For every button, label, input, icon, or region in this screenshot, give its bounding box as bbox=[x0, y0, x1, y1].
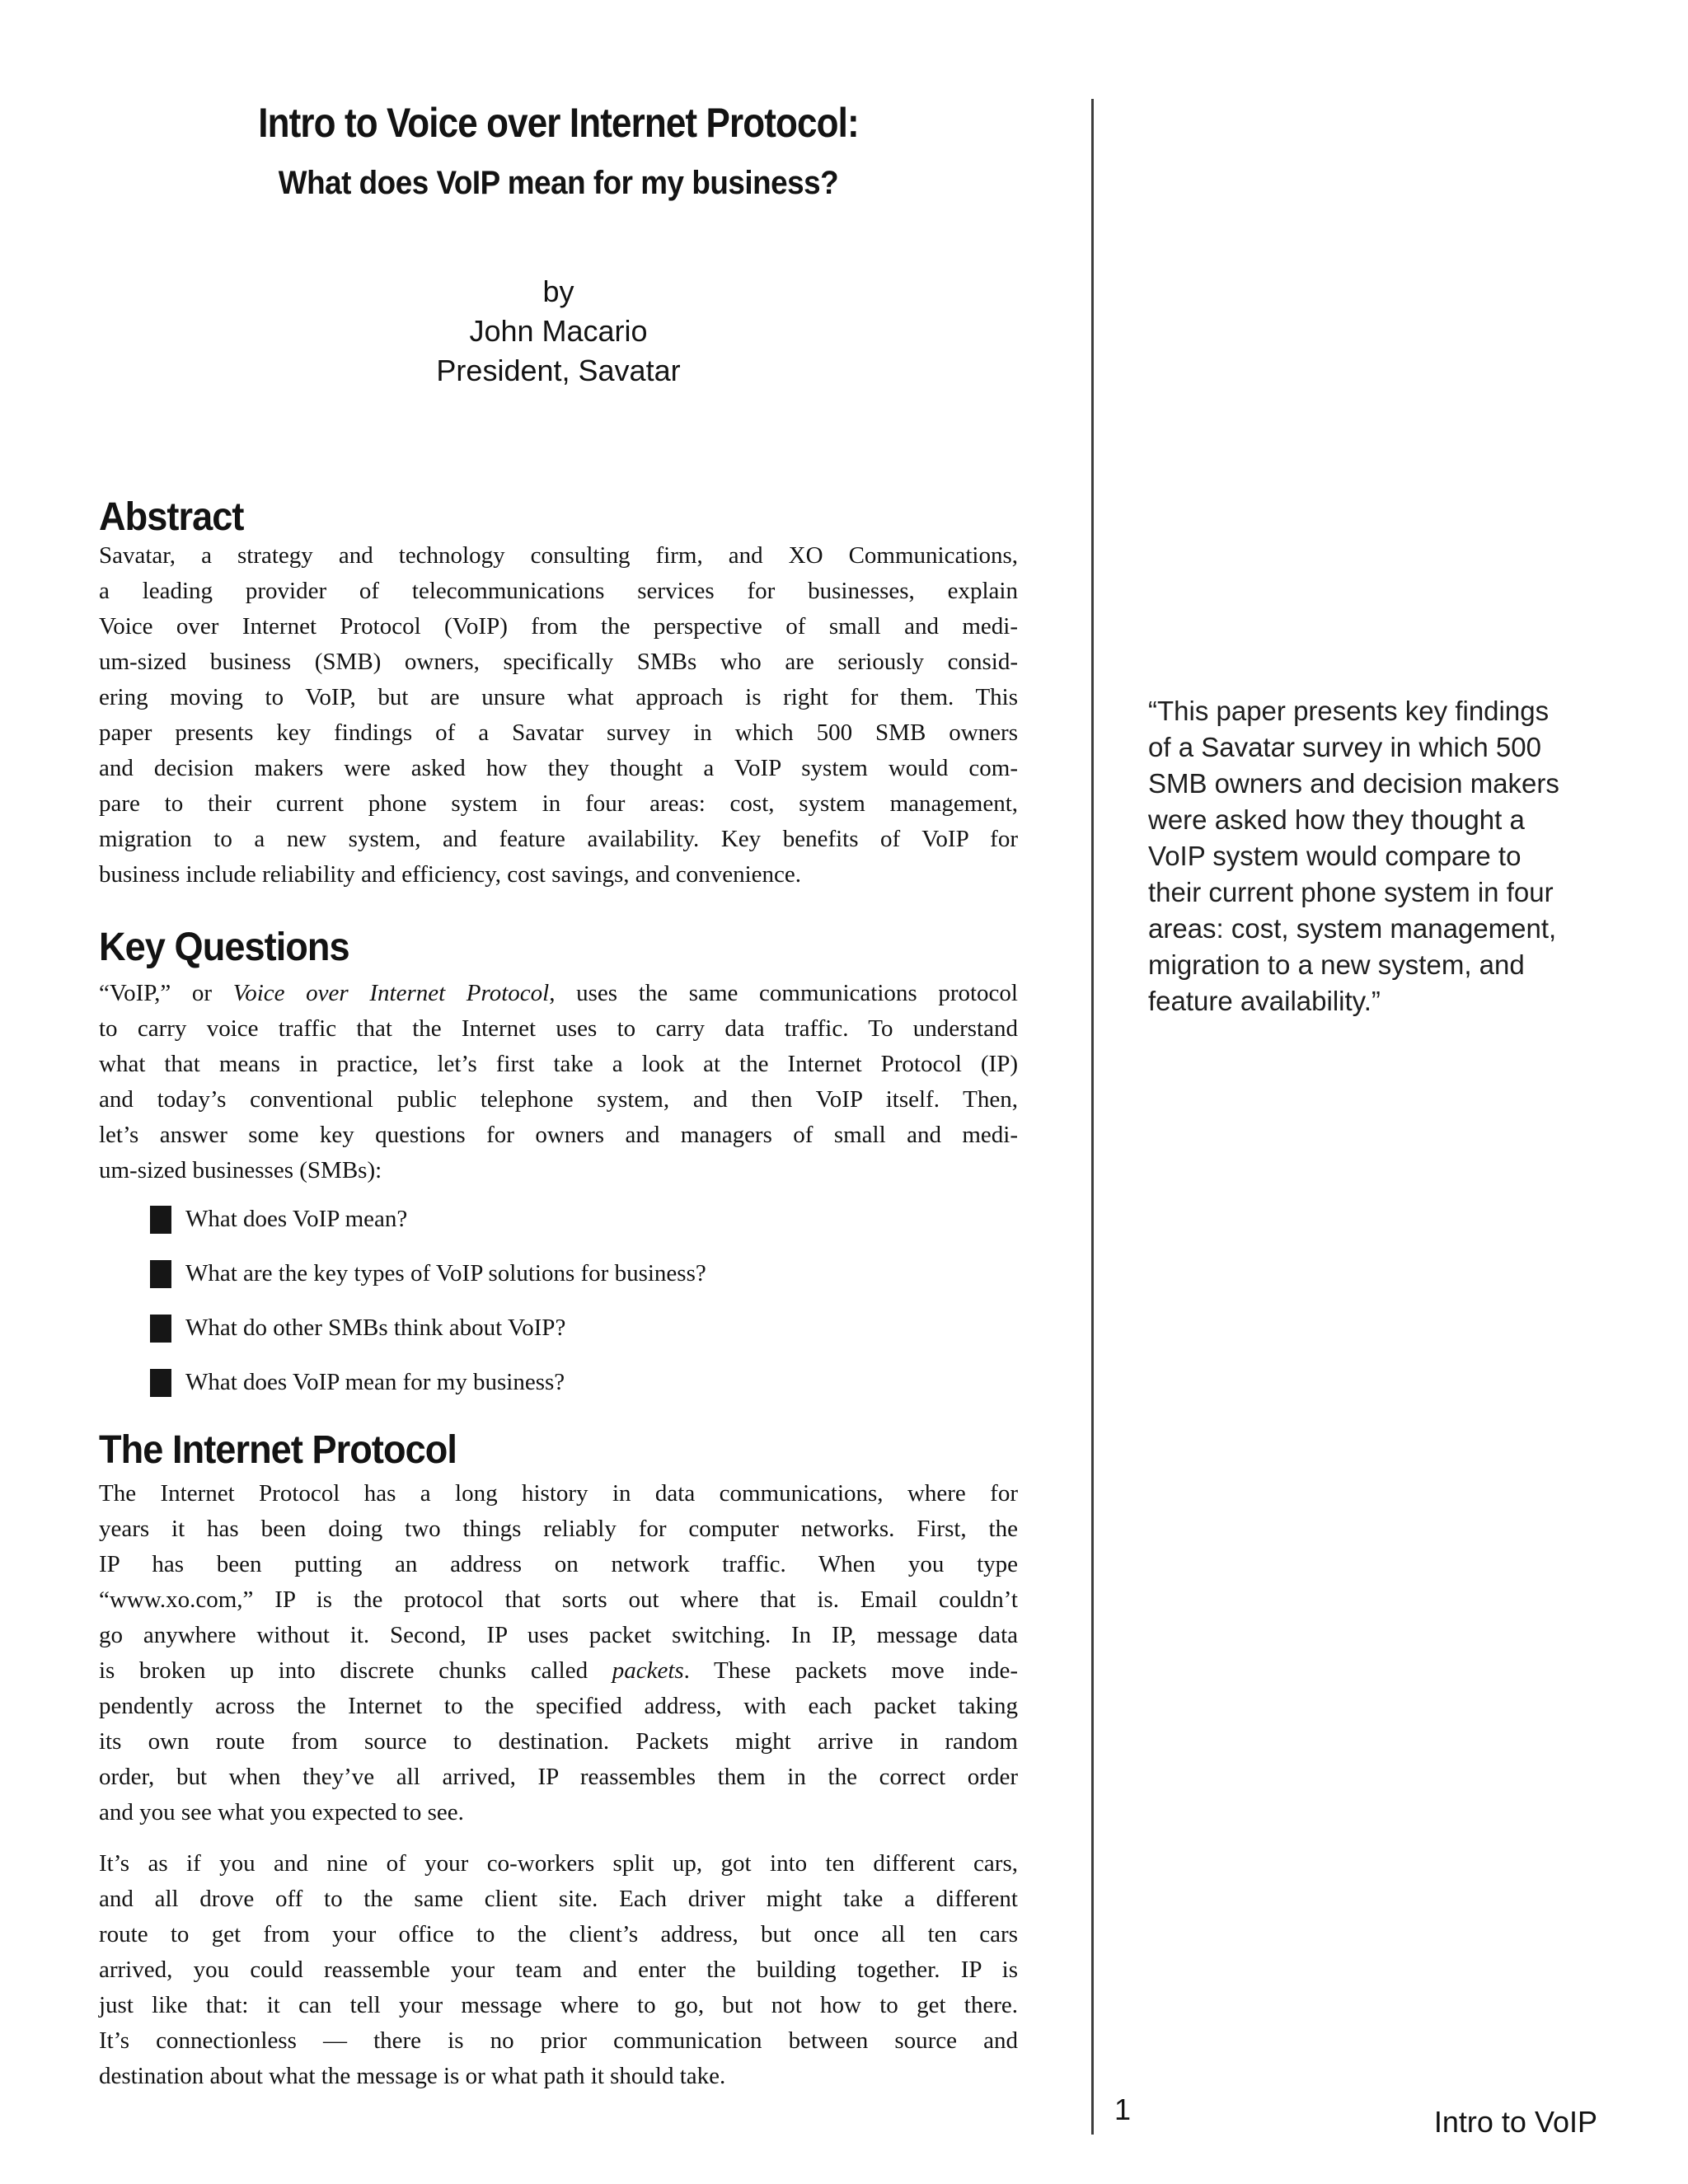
key-questions-paragraph bbox=[99, 976, 1018, 1188]
text-segment: order, but when they’ve all arrived, IP reassembles them in the correct order bbox=[99, 1764, 1018, 1790]
text-segment: let’s answer some key questions for owners and managers of small and medi- bbox=[99, 1122, 1018, 1148]
bullet-text: What do other SMBs think about VoIP? bbox=[185, 1315, 566, 1341]
text-line bbox=[99, 1917, 1018, 1952]
abstract-heading: Abstract bbox=[99, 495, 244, 539]
text-segment: “VoIP,” or bbox=[99, 980, 233, 1006]
bullet-list bbox=[99, 1202, 1018, 1419]
text-segment: feature availability.” bbox=[1148, 986, 1381, 1016]
text-line bbox=[99, 680, 1018, 715]
text-line bbox=[99, 1082, 1018, 1118]
text-line bbox=[1148, 766, 1600, 802]
text-line bbox=[99, 822, 1018, 857]
text-segment: to carry voice traffic that the Internet uses to carry data traffic. To understand bbox=[99, 1015, 1018, 1042]
text-line bbox=[1148, 838, 1600, 874]
bullet-square-icon bbox=[150, 1206, 171, 1234]
text-segment: Savatar, a strategy and technology consulting firm, and XO Communications, bbox=[99, 542, 1018, 569]
text-segment: pendently across the Internet to the specified address, with each packet taking bbox=[99, 1693, 1018, 1719]
abstract-paragraph bbox=[99, 538, 1018, 893]
text-line bbox=[1148, 911, 1600, 947]
internet-protocol-heading: The Internet Protocol bbox=[99, 1428, 457, 1472]
text-line bbox=[99, 976, 1018, 1011]
text-segment: “This paper presents key findings bbox=[1148, 696, 1550, 726]
text-line bbox=[99, 1547, 1018, 1582]
text-line bbox=[99, 1689, 1018, 1724]
byline bbox=[99, 272, 1018, 391]
bullet-square-icon bbox=[150, 1315, 171, 1343]
text-line bbox=[99, 1582, 1018, 1618]
list-item bbox=[99, 1202, 1018, 1237]
list-item bbox=[99, 1365, 1018, 1400]
text-segment: arrived, you could reassemble your team and enter the building together. IP is bbox=[99, 1957, 1018, 1983]
text-line bbox=[99, 1952, 1018, 1988]
text-segment: , uses the same communications protocol bbox=[549, 980, 1018, 1006]
text-segment: The Internet Protocol has a long history in data communications, where for bbox=[99, 1480, 1018, 1507]
text-line bbox=[99, 1118, 1018, 1153]
text-segment: areas: cost, system management, bbox=[1148, 913, 1557, 944]
text-line bbox=[99, 1153, 1018, 1188]
page-number: 1 bbox=[1114, 2093, 1132, 2126]
text-segment: um-sized business (SMB) owners, specifically SMBs who are seriously consid- bbox=[99, 649, 1018, 675]
text-segment: paper presents key findings of a Savatar survey in which 500 SMB owners bbox=[99, 719, 1018, 746]
vertical-divider bbox=[1091, 99, 1094, 2135]
text-segment: and today’s conventional public telephone system, and then VoIP itself. Then, bbox=[99, 1086, 1018, 1113]
text-line bbox=[99, 1511, 1018, 1547]
text-line bbox=[99, 1988, 1018, 2023]
text-line bbox=[99, 2059, 1018, 2094]
text-segment: Voice over Internet Protocol (VoIP) from the perspective of small and medi- bbox=[99, 613, 1018, 640]
list-item bbox=[99, 1256, 1018, 1291]
text-segment: “www.xo.com,” IP is the protocol that sorts out where that is. Email couldn’t bbox=[99, 1586, 1018, 1613]
text-segment: a leading provider of telecommunications services for businesses, explain bbox=[99, 578, 1018, 604]
text-line bbox=[1148, 947, 1600, 983]
text-segment: is broken up into discrete chunks called bbox=[99, 1657, 612, 1684]
text-segment: of a Savatar survey in which 500 bbox=[1148, 732, 1541, 762]
text-segment: go anywhere without it. Second, IP uses packet switching. In IP, message data bbox=[99, 1622, 1018, 1648]
key-questions-heading: Key Questions bbox=[99, 926, 349, 969]
text-line bbox=[1148, 802, 1600, 838]
text-line bbox=[99, 1724, 1018, 1760]
bullet-square-icon bbox=[150, 1369, 171, 1397]
byline-author-title: President, Savatar bbox=[436, 354, 681, 387]
text-line bbox=[99, 715, 1018, 751]
text-segment: their current phone system in four bbox=[1148, 877, 1554, 907]
text-line bbox=[1148, 693, 1600, 729]
text-line bbox=[99, 1760, 1018, 1795]
text-line bbox=[99, 609, 1018, 644]
byline-author: John Macario bbox=[469, 314, 648, 348]
text-line bbox=[99, 644, 1018, 680]
text-line bbox=[99, 1846, 1018, 1882]
text-line bbox=[99, 857, 1018, 893]
internet-protocol-paragraph-2 bbox=[99, 1846, 1018, 2094]
text-segment: migration to a new system, and bbox=[1148, 949, 1525, 980]
text-segment: just like that: it can tell your message where to go, but not how to get there. bbox=[99, 1992, 1018, 2018]
text-segment: VoIP system would compare to bbox=[1148, 841, 1522, 871]
text-segment: ering moving to VoIP, but are unsure what approach is right for them. This bbox=[99, 684, 1018, 710]
text-segment: pare to their current phone system in four areas: cost, system management, bbox=[99, 790, 1018, 817]
text-segment: were asked how they thought a bbox=[1148, 804, 1525, 835]
text-line bbox=[99, 574, 1018, 609]
text-line bbox=[99, 1618, 1018, 1653]
text-line bbox=[99, 1047, 1018, 1082]
bullet-text: What are the key types of VoIP solutions for business? bbox=[185, 1260, 706, 1286]
footer-title: Intro to VoIP bbox=[1433, 2105, 1597, 2139]
text-segment: and all drove off to the same client site. Each driver might take a different bbox=[99, 1886, 1018, 1912]
text-line bbox=[1148, 874, 1600, 911]
text-segment: It’s connectionless — there is no prior communication between source and bbox=[99, 2027, 1018, 2054]
pull-quote bbox=[1148, 693, 1600, 1019]
text-segment: IP has been putting an address on network traffic. When you type bbox=[99, 1551, 1018, 1577]
text-segment: um-sized businesses (SMBs): bbox=[99, 1157, 382, 1183]
text-segment: years it has been doing two things reliably for computer networks. First, the bbox=[99, 1516, 1018, 1542]
page-title: Intro to Voice over Internet Protocol: bbox=[258, 100, 859, 146]
text-line bbox=[99, 1011, 1018, 1047]
text-segment: what that means in practice, let’s first take a look at the Internet Protocol (IP) bbox=[99, 1051, 1018, 1077]
text-line bbox=[99, 1882, 1018, 1917]
text-segment: . These packets move inde- bbox=[683, 1657, 1018, 1684]
text-line bbox=[1148, 983, 1600, 1019]
bullet-square-icon bbox=[150, 1260, 171, 1288]
text-line bbox=[99, 1476, 1018, 1511]
text-line bbox=[99, 751, 1018, 786]
byline-by: by bbox=[542, 274, 574, 308]
text-segment: migration to a new system, and feature availability. Key benefits of VoIP for bbox=[99, 826, 1018, 852]
text-line bbox=[1148, 729, 1600, 766]
text-segment: destination about what the message is or what path it should take. bbox=[99, 2063, 726, 2089]
list-item bbox=[99, 1310, 1018, 1346]
italic-text-segment: packets bbox=[612, 1657, 684, 1684]
text-segment: its own route from source to destination. Packets might arrive in random bbox=[99, 1728, 1018, 1755]
text-segment: and you see what you expected to see. bbox=[99, 1799, 464, 1825]
text-segment: route to get from your office to the client’s address, but once all ten cars bbox=[99, 1921, 1018, 1947]
text-line bbox=[99, 786, 1018, 822]
text-line bbox=[99, 2023, 1018, 2059]
text-line bbox=[99, 1653, 1018, 1689]
text-line bbox=[99, 1795, 1018, 1830]
italic-text-segment: Voice over Internet Protocol bbox=[232, 980, 550, 1006]
text-segment: business include reliability and efficiency, cost savings, and convenience. bbox=[99, 861, 802, 888]
text-segment: and decision makers were asked how they thought a VoIP system would com- bbox=[99, 755, 1018, 781]
text-segment: SMB owners and decision makers bbox=[1148, 768, 1559, 799]
bullet-text: What does VoIP mean for my business? bbox=[185, 1369, 565, 1395]
page-subtitle: What does VoIP mean for my business? bbox=[278, 165, 839, 201]
bullet-text: What does VoIP mean? bbox=[185, 1206, 408, 1232]
text-line bbox=[99, 538, 1018, 574]
text-segment: It’s as if you and nine of your co-workers split up, got into ten different cars, bbox=[99, 1850, 1018, 1877]
internet-protocol-paragraph-1 bbox=[99, 1476, 1018, 1830]
